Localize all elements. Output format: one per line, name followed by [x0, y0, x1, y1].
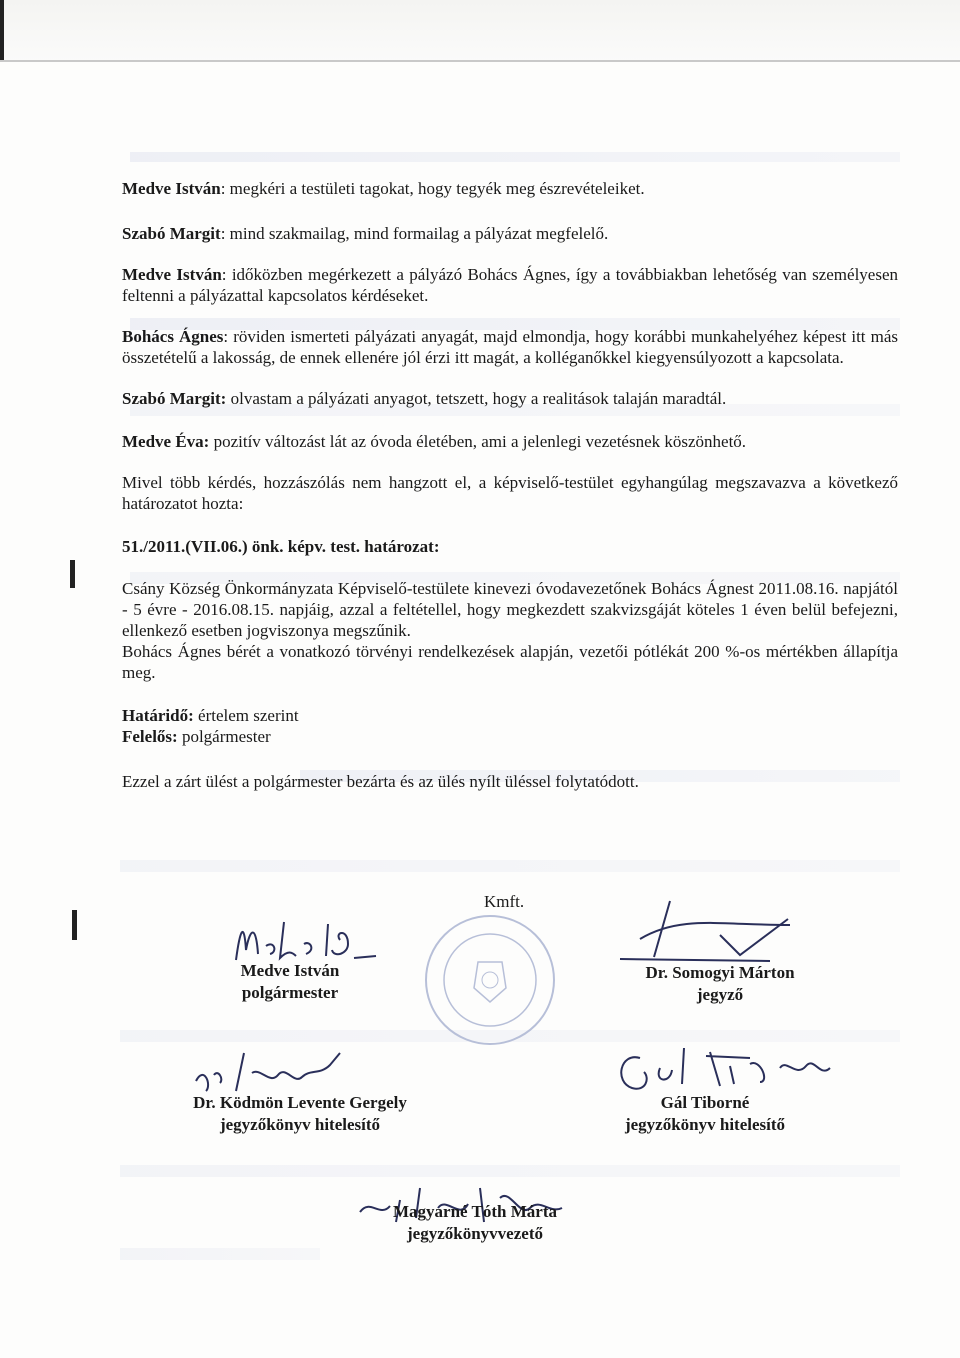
scan-page-edge: [0, 60, 960, 62]
resolution-body-2: Bohács Ágnes bérét a vonatkozó törvényi rendelkezések alapján, vezetői pótlékát 200 %-os mértékben állapítja meg.: [122, 642, 898, 682]
signer-name: Dr. Ködmön Levente Gergely: [193, 1093, 407, 1112]
signer-role: jegyzőkönyvvezető: [407, 1224, 543, 1243]
paragraph: [122, 431, 898, 452]
closing-sentence: Ezzel a zárt ülést a polgármester bezárta és az ülés nyílt üléssel folytatódott.: [122, 772, 639, 791]
paragraph: [122, 223, 898, 244]
paragraph-text: olvastam a pályázati anyagot, tetszett, hogy a realitások talaján maradtál.: [226, 389, 727, 408]
signer-name: Dr. Somogyi Márton: [645, 963, 795, 982]
official-stamp-icon: [420, 910, 560, 1050]
deadline-line: [122, 705, 898, 726]
signature-block: [200, 960, 380, 1004]
speaker-name: Szabó Margit:: [122, 389, 227, 408]
signature-block: [590, 1092, 820, 1136]
signature-block: [160, 1092, 440, 1136]
signer-role: polgármester: [241, 983, 339, 1002]
speaker-name: Medve Éva:: [122, 432, 210, 451]
paragraph-text: pozitív változást lát az óvoda életében, ami a jelenlegi vezetésnek köszönhető.: [209, 432, 747, 451]
paragraph: [122, 264, 898, 306]
kmft-label: Kmft.: [484, 892, 525, 911]
signature-block: [360, 1201, 590, 1245]
vote-paragraph: Mivel több kérdés, hozzászólás nem hangzott el, a képviselő-testület egyhangúlag megszavazva a következő határozatot hozta:: [122, 473, 898, 513]
paragraph: [122, 388, 898, 409]
paragraph-text: : röviden ismerteti pályázati anyagát, majd elmondja, hogy korábbi munkahelyéhez képest itt más összetételű a lakosság, de ennek ellenére jól érzi itt magát, a kolléganőkkel kiegyensúlyozott a kapcsolata.: [122, 327, 898, 367]
signer-name: Magyarné Tóth Márta: [393, 1202, 557, 1221]
responsible-line: [122, 726, 898, 747]
paragraph: [122, 326, 898, 368]
signature-block: [630, 962, 810, 1006]
signer-role: jegyzőkönyv hitelesítő: [624, 1115, 786, 1134]
signer-name: Gál Tiborné: [660, 1093, 750, 1112]
signature-kodmon: [190, 1045, 360, 1095]
minutes-dialogue: [122, 178, 898, 792]
punch-hole-mark: [70, 560, 75, 588]
resolution-title: 51./2011.(VII.06.) önk. képv. test. határozat:: [122, 537, 440, 556]
speaker-name: Bohács Ágnes: [122, 327, 224, 346]
signer-name: Medve István: [240, 961, 340, 980]
paragraph: [122, 178, 898, 199]
responsible-value: polgármester: [177, 727, 271, 746]
scan-edge-mark: [0, 0, 4, 62]
speaker-name: Szabó Margit: [122, 224, 221, 243]
paragraph-text: : időközben megérkezett a pályázó Bohács Ágnes, így a továbbiakban lehetőség van személyesen feltenni a pályázattal kapcsolatos kérdéseket.: [122, 265, 898, 305]
responsible-label: Felelős:: [122, 727, 178, 746]
signer-role: jegyzőkönyv hitelesítő: [219, 1115, 381, 1134]
paragraph-text: : mind szakmailag, mind formailag a pályázat megfelelő.: [220, 224, 609, 243]
deadline-label: Határidő:: [122, 706, 194, 725]
scan-top-band: [0, 0, 960, 62]
punch-hole-mark: [72, 910, 77, 940]
resolution-body: Csány Község Önkormányzata Képviselő-testülete kinevezi óvodavezetőnek Bohács Ágnest 2011.08.16. napjától - 5 évre - 2016.08.15. napjáig, azzal a feltétellel, hogy megkezdett szakvizsgáját köteles 1 éven belül befejezni, ellenkező esetben jogviszonya megszűnik.: [122, 579, 898, 640]
deadline-value: értelem szerint: [193, 706, 299, 725]
paragraph-text: : megkéri a testületi tagokat, hogy tegyék meg észrevételeiket.: [220, 179, 645, 198]
speaker-name: Medve István: [122, 265, 222, 284]
speaker-name: Medve István: [122, 179, 221, 198]
signer-role: jegyző: [696, 985, 744, 1004]
signature-gal: [610, 1038, 840, 1098]
